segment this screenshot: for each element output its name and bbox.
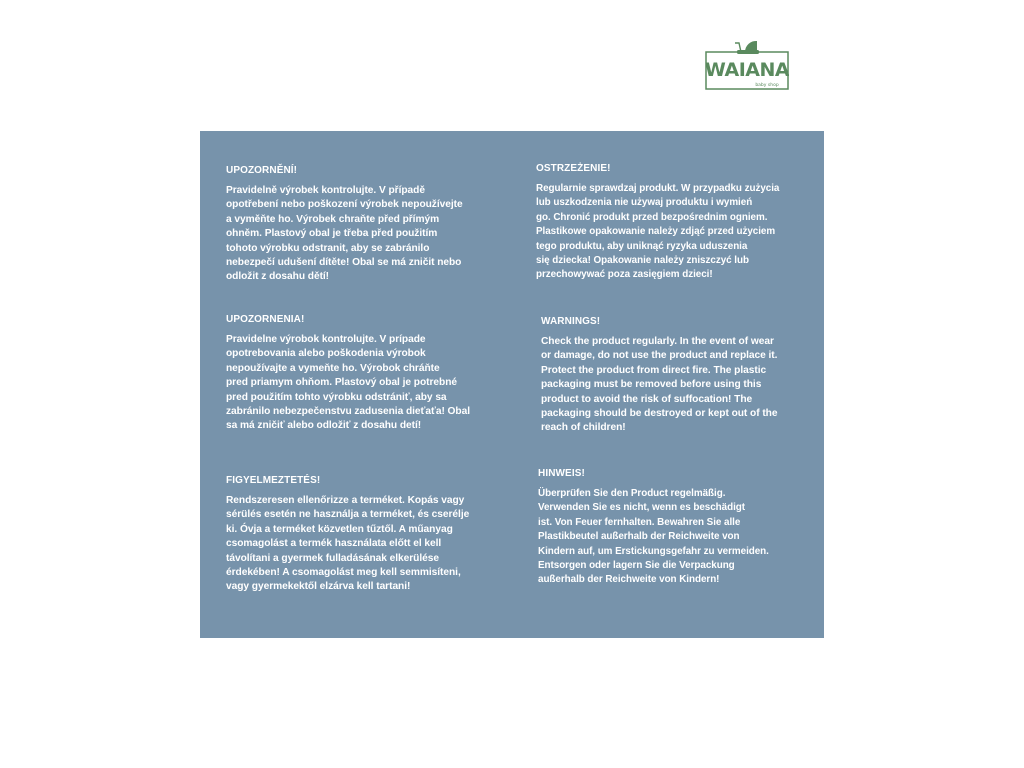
section-heading: UPOZORNĚNÍ! (226, 165, 298, 176)
section-heading: WARNINGS! (541, 316, 601, 327)
section-heading: FIGYELMEZTETÉS! (226, 475, 321, 486)
section-body: Check the product regularly. In the event of wear or damage, do not use the product and replace it. Protect the product from direct fire. The plastic packaging must be removed before using this product to avoid the risk of suffocation! The packaging should be destroyed or kept out of the reach of children! (541, 336, 778, 434)
stroller-icon (735, 41, 759, 54)
logo-tagline-text: baby shop (755, 83, 779, 88)
section-body: Pravidelne výrobok kontrolujte. V prípade opotrebovania alebo poškodenia výrobok nepoužívajte a vymeňte ho. Výrobok chráňte pred priamym ohňom. Plastový obal je potrebné pred použitím tohto výrobku odstrániť, aby sa zabránilo nebezpečenstvu zadusenia dieťaťa! Obal sa má zničiť alebo odložiť z dosahu detí! (226, 334, 471, 432)
section-heading: HINWEIS! (538, 468, 585, 479)
section-body: Rendszeresen ellenőrizze a terméket. Kopás vagy sérülés esetén ne használja a terméket, és cserélje ki. Óvja a terméket közvetlen tűztől. A műanyag csomagolást a termék használata előtt el kell távolítani a gyermek fulladásának elkerülése érdekében! A csomagolást meg kell semmisíteni, vagy gyermekektől elzárva kell tartani! (226, 495, 470, 593)
section-body: Pravidelně výrobek kontrolujte. V případě opotřebení nebo poškození výrobek nepoužívejte a vyměňte ho. Výrobek chraňte před přímým ohněm. Plastový obal je třeba před použitím tohoto výrobku odstranit, aby se zabránilo nebezpečí udušení dítěte! Obal se má zničit nebo odložit z dosahu dětí! (226, 185, 463, 283)
brand-logo (705, 38, 789, 90)
warning-section-hungarian (226, 475, 506, 595)
warning-section-czech (226, 165, 506, 285)
logo-brand-text: WAIANA (705, 59, 789, 81)
warnings-panel (200, 131, 824, 638)
warning-section-slovak (226, 314, 506, 434)
warning-section-english (541, 316, 821, 436)
waiana-logo-graphic (705, 38, 789, 90)
section-heading: OSTRZEŻENIE! (536, 163, 611, 174)
warning-section-polish (536, 163, 816, 283)
section-heading: UPOZORNENIA! (226, 314, 305, 325)
section-body: Überprüfen Sie den Product regelmäßig. Verwenden Sie es nicht, wenn es beschädigt ist. Von Feuer fernhalten. Bewahren Sie alle Plastikbeutel außerhalb der Reichweite von Kindern auf, um Erstickungsgefahr zu vermeiden. Entsorgen oder lagern Sie die Verpackung außerhalb der Reichweite von Kindern! (538, 488, 769, 586)
section-body: Regularnie sprawdzaj produkt. W przypadku zużycia lub uszkodzenia nie używaj produktu i wymień go. Chronić produkt przed bezpośrednim ogniem. Plastikowe opakowanie należy zdjąć przed użyciem tego produktu, aby uniknąć ryzyka uduszenia się dziecka! Opakowanie należy zniszczyć lub przechowywać poza zasięgiem dzieci! (536, 183, 780, 281)
warning-section-german (538, 468, 818, 588)
